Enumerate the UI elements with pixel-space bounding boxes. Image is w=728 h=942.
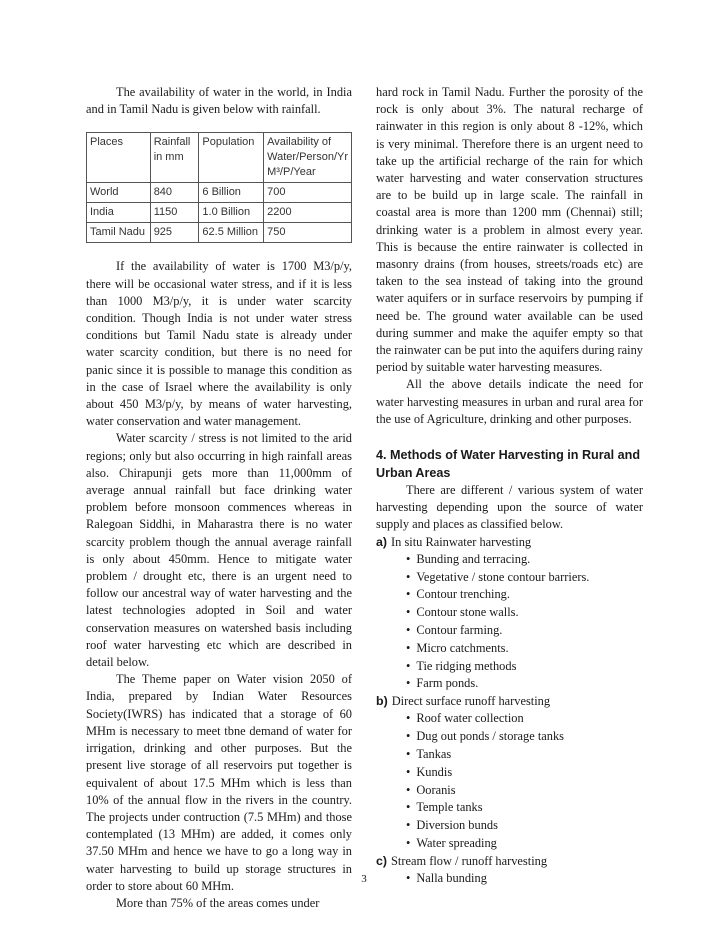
table-cell: 700 [264,183,352,203]
list-item: • Ooranis [406,782,643,800]
table-header-cell: Availability of Water/Person/Yr M³/P/Year [264,133,352,183]
table-cell: 1.0 Billion [199,203,264,223]
subsection-title: Direct surface runoff harvesting [391,694,551,709]
body-paragraph: All the above details indicate the need for water harvesting measures in urban and rural area for the use of Agriculture, drinking and other purposes. [376,377,643,426]
table-header-cell: Rainfall in mm [150,133,199,183]
list-item: • Vegetative / stone contour barriers. [406,569,643,587]
table-cell: India [87,203,151,223]
list-item: • Roof water collection [406,710,643,728]
subsection-c [376,853,643,870]
list-item: • Tie ridging methods [406,658,643,676]
table-cell: 1150 [150,203,199,223]
body-paragraph: The Theme paper on Water vision 2050 of India, prepared by Indian Water Resources Society(IWRS) has indicated that a storage of 60 MHm is necessary to meet tbne demand of water for irrigation, drinking and other purposes. But the present live storage of all reservoirs put together is equivalent of about 17.5 MHm which is less than 10% of the annual flow in the rivers in the country. The projects under contruction (7.5 MHm) and those contemplated (13 MHm) are added, it comes only 37.50 MHm and hence we have to go a long way in water harvesting to build up storage structures in order to store about 60 MHm. [86,672,352,893]
table-header-cell: Places [87,133,151,183]
body-paragraph: Water scarcity / stress is not limited to the arid regions; only but also occurring in high rainfall areas also. Chirapunji gets more than 11,000mm of average annual rainfall but face drinking water problem before monsoon commences whereas in Ralegoan Siddhi, in Maharastra there is no water scarcity problem though the annual average rainfall is only about 450mm. Hence to mitigate water problem / drought etc, there is an urgent need to follow our ancestral way of water harvesting and the latest technologies adopted in Soil and water conservation measures on watershed basis including roof water harvesting etc which are described in detail below. [86,431,352,670]
body-paragraph: If the availability of water is 1700 M3/p/y, there will be occasional water stress, and if it is less than 1000 M3/p/y, it is under water scarcity condition. Though India is not under water stress conditions but Tamil Nadu state is already under water scarcity condition, but there is no need for panic since it is possible to manage this condition as in the case of Israel where the availability is only about 450 M3/p/y, by means of water harvesting, water conservation and water management. [86,259,352,429]
right-column [376,84,643,888]
list-item: • Water spreading [406,835,643,853]
body-paragraph: hard rock in Tamil Nadu. Further the porosity of the rock is only about 3%. The natural recharge of rainwater in this region is only about 8 -12%, which is very minimal. Therefore there is an urgent need to take up the artificial recharge of the rain for which water harvesting and water conservation structures are to be build up in large scale. The rainfall in coastal area is more than 1200 mm (Chennai) still; drinking water is a problem in almost every year. This is because the entire rainwater is collected in masonry drains (from houses, streets/roads etc) are taken to the sea instead of taking into the ground water aquifers or in surface reservoirs by pumping if need be. The ground water available can be used during summer and make the aquifer empty so that the rainwater can be put into the aquifers during rainy period by suitable water harvesting measures. [376,85,643,375]
list-item: • Temple tanks [406,799,643,817]
table-row [87,223,352,243]
subsection-a [376,534,643,551]
list-item: • Contour trenching. [406,586,643,604]
list-item: • Micro catchments. [406,640,643,658]
list-item: • Contour stone walls. [406,604,643,622]
water-availability-table [86,132,352,243]
table-row [87,183,352,203]
table-cell: 2200 [264,203,352,223]
table-cell: 750 [264,223,352,243]
list-item: • Bunding and terracing. [406,551,643,569]
table-row [87,203,352,223]
list-item: • Kundis [406,764,643,782]
table-header-row [87,133,352,183]
subsection-b [376,693,643,710]
intro-paragraph: The availability of water in the world, in India and in Tamil Nadu is given below with rainfall. [86,85,352,117]
list-item: • Dug out ponds / storage tanks [406,728,643,746]
bullet-list-b [376,710,643,852]
table-cell: 6 Billion [199,183,264,203]
left-column [86,84,352,912]
table-header-cell: Population [199,133,264,183]
bullet-list-a [376,551,643,693]
list-item: • Diversion bunds [406,817,643,835]
subsection-label: a) [376,534,388,549]
section-heading: 4. Methods of Water Harvesting in Rural and Urban Areas [376,448,641,481]
table-cell: 840 [150,183,199,203]
table-cell: 62.5 Million [199,223,264,243]
table-cell: World [87,183,151,203]
table-cell: Tamil Nadu [87,223,151,243]
subsection-title: In situ Rainwater harvesting [391,534,532,549]
table-cell: 925 [150,223,199,243]
body-paragraph: There are different / various system of water harvesting depending upon the source of water supply and places as classified below. [376,483,643,532]
subsection-label: b) [376,694,388,709]
list-item: • Nalla bunding [406,870,643,888]
body-paragraph: More than 75% of the areas comes under [116,895,320,910]
page-number: 3 [361,873,367,885]
list-item: • Contour farming. [406,622,643,640]
list-item: • Tankas [406,746,643,764]
list-item: • Farm ponds. [406,675,643,693]
subsection-title: Stream flow / runoff harvesting [391,853,548,868]
subsection-label: c) [376,853,388,868]
